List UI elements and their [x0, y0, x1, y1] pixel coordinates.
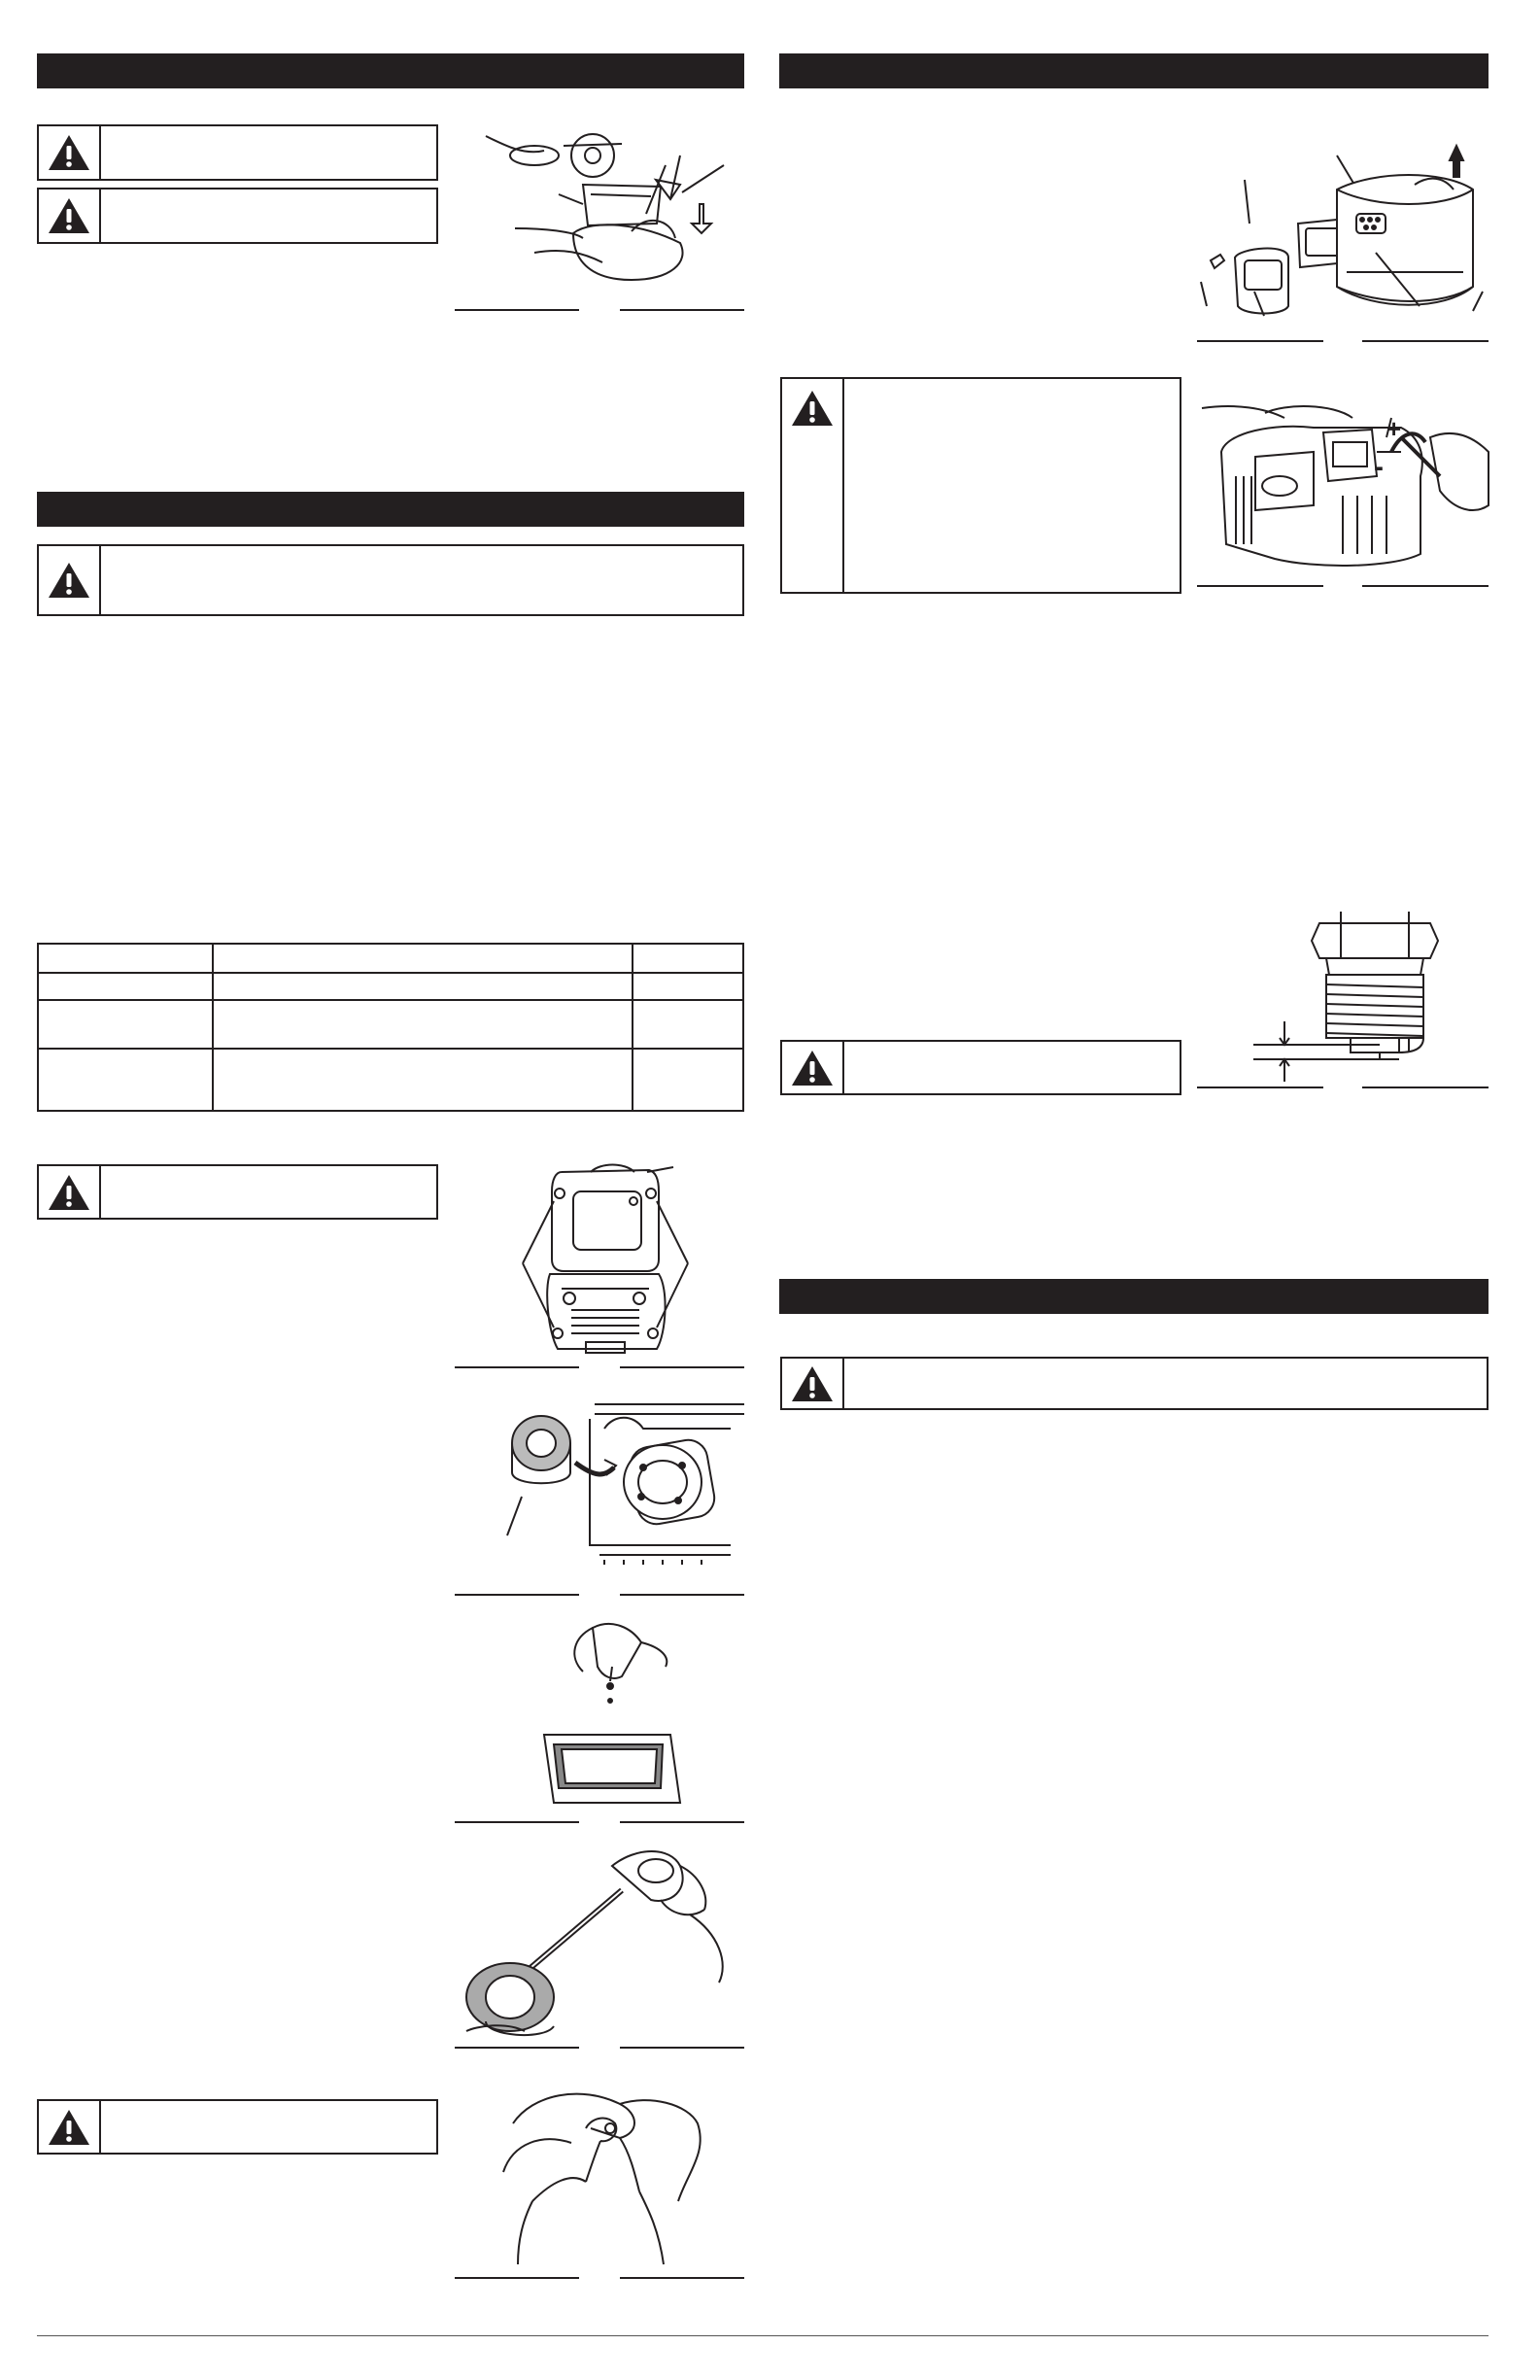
warning-box [37, 124, 438, 181]
carburetor-adjustment-illustration [1197, 398, 1489, 583]
spec-table [37, 943, 744, 1112]
table-cell [633, 973, 743, 1000]
warning-icon-cell [782, 1042, 844, 1093]
warning-triangle-icon [790, 389, 835, 428]
table-cell [38, 944, 213, 973]
figure-caption-line [455, 2047, 579, 2049]
wash-filter-illustration [466, 1837, 744, 2041]
figure-caption-line [620, 1366, 744, 1368]
warning-box [37, 2099, 438, 2155]
warning-triangle-icon [47, 1173, 91, 1212]
section-header-bar [37, 492, 744, 527]
muffler-exploded-illustration [1191, 146, 1489, 330]
section-header-bar [37, 53, 744, 88]
table-cell [38, 1049, 213, 1111]
foam-filter-removal-illustration [497, 1390, 744, 1565]
figure-caption-line [455, 1821, 579, 1823]
warning-box [37, 1164, 438, 1220]
table-cell [633, 1049, 743, 1111]
figure-caption-line [455, 1366, 579, 1368]
warning-icon-cell [39, 546, 101, 614]
figure-caption-line [455, 1594, 579, 1596]
warning-triangle-icon [790, 1364, 835, 1403]
section-header-bar [779, 53, 1489, 88]
warning-box [780, 1357, 1489, 1410]
figure-caption-line [1197, 585, 1323, 587]
figure-caption-line [455, 309, 579, 311]
figure-caption-line [1197, 1087, 1323, 1088]
figure-caption-line [620, 1594, 744, 1596]
figure-caption-line [1362, 340, 1489, 342]
section-header-bar [779, 1279, 1489, 1314]
oil-filter-illustration [534, 1618, 709, 1812]
warning-icon-cell [782, 1359, 844, 1408]
warning-triangle-icon [47, 196, 91, 235]
table-cell [38, 973, 213, 1000]
table-cell [213, 1000, 633, 1049]
table-cell [213, 973, 633, 1000]
figure-caption-line [455, 2277, 579, 2279]
table-row [38, 1049, 743, 1111]
warning-triangle-icon [47, 561, 91, 600]
table-row [38, 973, 743, 1000]
spark-plug-gap-illustration [1253, 912, 1489, 1085]
warning-icon-cell [39, 126, 101, 179]
warning-icon-cell [39, 2101, 101, 2153]
figure-caption-line [620, 2277, 744, 2279]
figure-caption-line [1362, 1087, 1489, 1088]
figure-caption-line [620, 1821, 744, 1823]
air-filter-cover-illustration [503, 1162, 715, 1361]
warning-box [37, 544, 744, 616]
warning-box [37, 188, 438, 244]
warning-box [780, 1040, 1181, 1095]
warning-triangle-icon [47, 133, 91, 172]
figure-caption-line [620, 2047, 744, 2049]
figure-caption-line [1362, 585, 1489, 587]
table-row [38, 944, 743, 973]
filter-cover-removal-illustration [476, 117, 744, 282]
table-cell [213, 944, 633, 973]
warning-icon-cell [39, 1166, 101, 1218]
footer-rule [37, 2335, 1489, 2336]
table-cell [633, 1000, 743, 1049]
table-cell [633, 944, 743, 973]
adjust-minus-symbol: - [1374, 451, 1384, 483]
warning-icon-cell [39, 190, 101, 242]
warning-icon-cell [782, 379, 844, 592]
warning-triangle-icon [47, 2108, 91, 2147]
warning-triangle-icon [790, 1049, 835, 1087]
warning-box [780, 377, 1181, 594]
figure-caption-line [620, 309, 744, 311]
table-cell [38, 1000, 213, 1049]
table-row [38, 1000, 743, 1049]
figure-caption-line [1197, 340, 1323, 342]
table-cell [213, 1049, 633, 1111]
hands-assembly-illustration [494, 2075, 717, 2269]
adjust-plus-symbol: + [1386, 414, 1402, 443]
